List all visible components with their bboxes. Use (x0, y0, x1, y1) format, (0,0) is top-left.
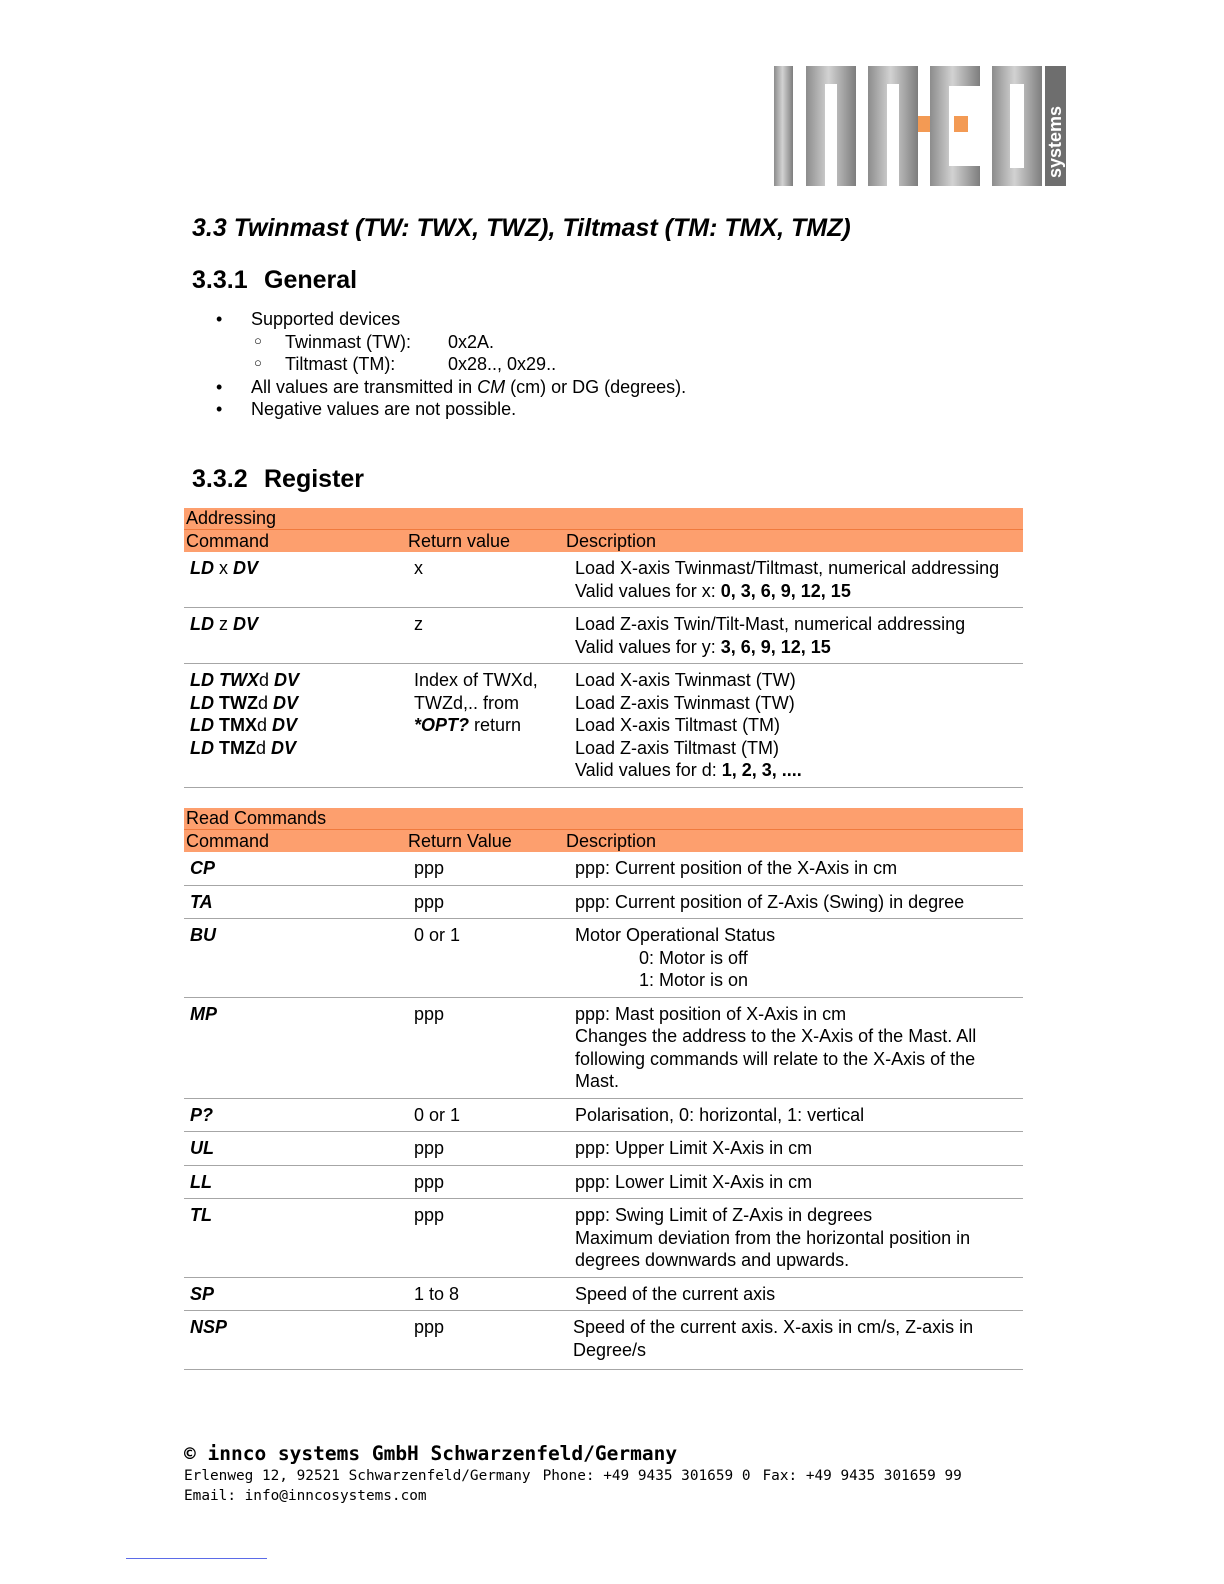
logo-subtext: systems (1045, 105, 1065, 178)
table-row (184, 919, 1023, 998)
return-value: ppp (406, 1311, 566, 1370)
page-footer (184, 1442, 962, 1506)
cmd-suffix: d (258, 692, 269, 713)
cmd-ld: LD (190, 670, 214, 690)
cmd-dv: DV (274, 670, 300, 690)
return-value: TWZd,.. from (414, 692, 519, 713)
table-row (184, 1165, 1023, 1199)
description: 1: Motor is on (639, 970, 749, 990)
command: P? (184, 1098, 406, 1132)
cmd-suffix: d (257, 715, 268, 735)
cmd-suffix: d (259, 670, 270, 690)
values-text-post: (cm) or DG (degrees). (505, 376, 687, 397)
command: TA (184, 885, 406, 919)
table-row (184, 885, 1023, 919)
cmd-ld: LD (190, 737, 214, 758)
sub-bullet-twinmast: ○ Twinmast (TW): 0x2A. (254, 331, 495, 352)
command: BU (184, 919, 406, 998)
description: 0: Motor is off (639, 947, 748, 968)
general-number: 3.3.1 (192, 266, 248, 294)
cmd-dv: DV (272, 715, 298, 735)
cmd-dv: DV (271, 737, 297, 758)
command: UL (184, 1132, 406, 1166)
values-text-pre: All values are transmitted in (251, 376, 478, 397)
return-value: ppp (406, 885, 566, 919)
tiltmast-label: Tiltmast (TM): (285, 354, 396, 374)
description: Load Z-axis Tiltmast (TM) (575, 737, 780, 758)
twinmast-label: Twinmast (TW): (285, 331, 411, 352)
valid-values-label: Valid values for y: (575, 636, 721, 657)
table-row (184, 997, 1023, 1098)
description: Changes the address to the X-Axis of the Mast. All following commands will relate to the X-Axis of the Mast. (575, 1026, 977, 1091)
cmd-suffix: d (256, 737, 267, 758)
description: Speed of the current axis (566, 1277, 1023, 1311)
addressing-col-return: Return value (406, 530, 566, 553)
command: TL (184, 1199, 406, 1278)
general-title: General (264, 266, 358, 294)
description: ppp: Upper Limit X-Axis in cm (566, 1132, 1023, 1166)
tiltmast-value: 0x28.., 0x29.. (448, 354, 557, 374)
addressing-group-title: Addressing (184, 508, 1023, 530)
return-value: Index of TWXd, (414, 670, 538, 690)
table-row (184, 1311, 1023, 1370)
return-opt: *OPT? (414, 715, 470, 735)
command: LL (184, 1165, 406, 1199)
return-value: x (406, 552, 566, 608)
command: NSP (184, 1311, 406, 1370)
valid-values-label: Valid values for d: (575, 760, 722, 780)
table-row (184, 552, 1023, 608)
footer-address: Erlenweg 12, 92521 Schwarzenfeld/Germany (184, 1468, 531, 1484)
cmd-tmx: TMX (219, 715, 258, 735)
description: Polarisation, 0: horizontal, 1: vertical (566, 1098, 1023, 1132)
table-row (184, 1199, 1023, 1278)
footer-phone: Phone: +49 9435 301659 0 (542, 1468, 751, 1484)
return-value: ppp (406, 997, 566, 1098)
description: Load X-axis Twinmast (TW) (575, 670, 796, 690)
read-col-return: Return Value (406, 830, 566, 853)
return-value: ppp (406, 852, 566, 885)
general-heading (192, 266, 357, 295)
description: Load Z-axis Twinmast (TW) (575, 692, 795, 713)
table-row (184, 608, 1023, 664)
description: Maximum deviation from the horizontal position in degrees downwards and upwards. (575, 1227, 971, 1270)
description: Motor Operational Status (575, 925, 776, 945)
cmd-twx: TWX (219, 670, 260, 690)
description: ppp: Mast position of X-Axis in cm (575, 1003, 847, 1024)
command: CP (184, 852, 406, 885)
description: ppp: Lower Limit X-Axis in cm (566, 1165, 1023, 1199)
table-row (184, 1277, 1023, 1311)
table-row (184, 1098, 1023, 1132)
description: ppp: Current position of the X-Axis in cm (566, 852, 1023, 885)
bullet-negative: • Negative values are not possible. (216, 399, 517, 419)
read-commands-table (184, 808, 1023, 1370)
valid-values: 1, 2, 3, .... (721, 760, 802, 780)
cmd-ld: LD (190, 558, 214, 578)
description: Load X-axis Twinmast/Tiltmast, numerical addressing (575, 558, 1000, 578)
cmd-arg: x (214, 558, 234, 578)
description: Load X-axis Tiltmast (TM) (575, 715, 781, 735)
read-col-description: Description (566, 830, 1023, 853)
valid-values-label: Valid values for x: (575, 580, 721, 601)
table-row (184, 1132, 1023, 1166)
return-value: ppp (406, 1132, 566, 1166)
section-title: 3.3 Twinmast (TW: TWX, TWZ), Tiltmast (TM: TMX, TMZ) (192, 214, 851, 242)
cmd-twz: TWZ (219, 692, 258, 713)
return-value: return (469, 715, 522, 735)
bullet-supported: • Supported devices ○ Twinmast (TW): 0x2A. ○ Tiltmast (TM): 0x28.., 0x29.. (216, 308, 1016, 376)
innco-systems-logo (770, 62, 1070, 194)
cmd-arg: z (214, 614, 234, 634)
addressing-col-description: Description (566, 530, 1023, 553)
supported-devices-text: Supported devices (251, 309, 401, 329)
negative-text: Negative values are not possible. (251, 399, 517, 419)
logo-text: INNCO (920, 190, 924, 191)
table-row (184, 664, 1023, 788)
command: MP (184, 997, 406, 1098)
values-cm: CM (477, 376, 506, 397)
cmd-ld: LD (190, 692, 214, 713)
cmd-dv: DV (233, 614, 259, 634)
cmd-ld: LD (190, 715, 214, 735)
cmd-dv: DV (273, 692, 299, 713)
sub-bullet-tiltmast: ○ Tiltmast (TM): 0x28.., 0x29.. (254, 354, 557, 374)
description: Speed of the current axis. X-axis in cm/s, Z-axis in Degree/s (566, 1311, 1023, 1370)
description: ppp: Swing Limit of Z-Axis in degrees (575, 1205, 873, 1225)
bullet-values: • All values are transmitted in CM (cm) or DG (degrees). (216, 376, 687, 397)
cmd-ld: LD (190, 614, 214, 634)
valid-values: 0, 3, 6, 9, 12, 15 (720, 580, 851, 601)
description: ppp: Current position of Z-Axis (Swing) in degree (566, 885, 1023, 919)
footer-company: © innco systems GmbH Schwarzenfeld/Germany (184, 1442, 678, 1465)
return-value: ppp (406, 1165, 566, 1199)
footnote-separator (126, 1558, 267, 1559)
cmd-tmz: TMZ (219, 737, 256, 758)
return-value: ppp (406, 1199, 566, 1278)
register-number: 3.3.2 (192, 465, 248, 493)
cmd-dv: DV (233, 558, 259, 578)
addressing-table (184, 508, 1023, 788)
register-heading (192, 465, 364, 494)
addressing-col-command: Command (184, 530, 406, 553)
description: Load Z-axis Twin/Tilt-Mast, numerical addressing (575, 614, 966, 634)
general-bullets (216, 308, 1016, 421)
return-value: z (406, 608, 566, 664)
return-value: 0 or 1 (406, 919, 566, 998)
footer-fax: Fax: +49 9435 301659 99 (762, 1468, 962, 1484)
register-title: Register (264, 465, 365, 493)
twinmast-value: 0x2A. (448, 331, 495, 352)
read-col-command: Command (184, 830, 406, 853)
footer-email: Email: info@inncosystems.com (184, 1488, 427, 1504)
table-row (184, 852, 1023, 885)
read-group-title: Read Commands (184, 808, 1023, 830)
return-value: 0 or 1 (406, 1098, 566, 1132)
command: SP (184, 1277, 406, 1311)
valid-values: 3, 6, 9, 12, 15 (720, 636, 831, 657)
return-value: 1 to 8 (406, 1277, 566, 1311)
